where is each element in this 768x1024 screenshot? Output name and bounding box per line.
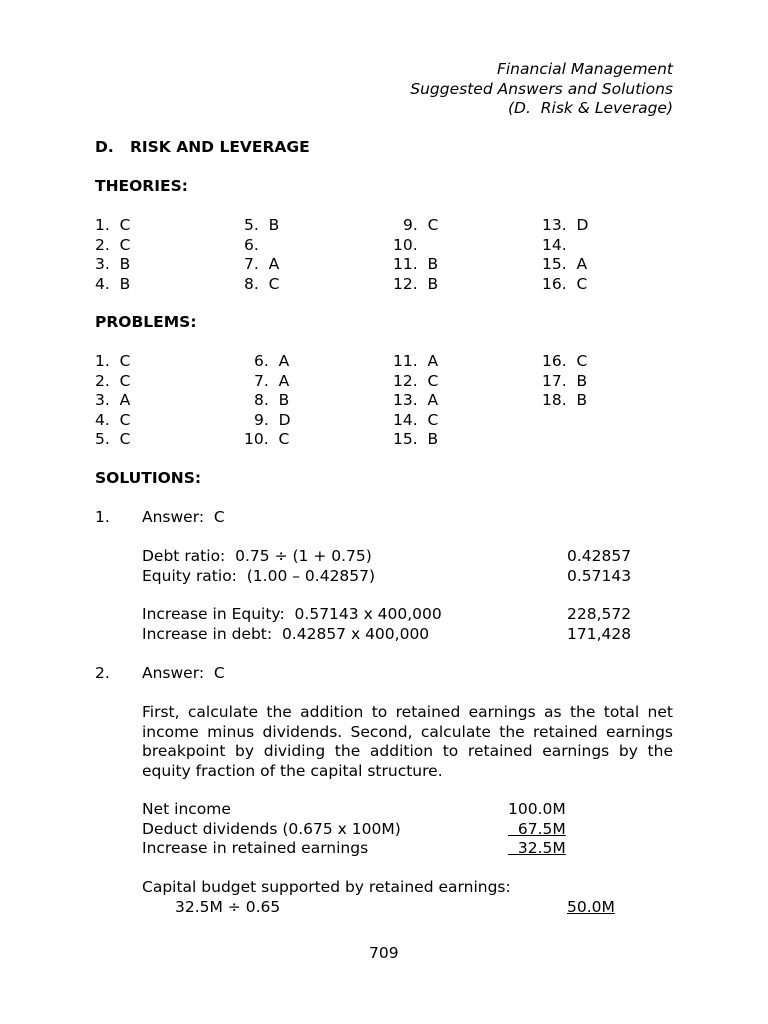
equity-ratio-value: 0.57143 <box>567 566 632 585</box>
problem-item: 6. A <box>254 352 290 370</box>
equity-ratio-label: Equity ratio: (1.00 – 0.42857) <box>142 566 376 585</box>
solution-1-number: 1. <box>95 508 110 526</box>
theory-item: 7. A <box>244 255 280 273</box>
increase-equity-label: Increase in Equity: 0.57143 x 400,000 <box>142 605 442 623</box>
problem-item: 2. C <box>95 371 131 390</box>
solution-2-explanation: First, calculate the addition to retained earnings as the total net income minus dividends. Second, calculate the retained earnings breakpoint by dividing the addition to retained earnings by the equity fraction of the capital structure. <box>142 703 673 780</box>
theory-item: 12. B <box>393 274 439 293</box>
theory-item: 2. C <box>95 235 131 254</box>
theory-item: 11. B <box>393 255 439 273</box>
problem-item: 15. B <box>393 430 439 448</box>
problem-item: 1. C <box>95 352 131 370</box>
increase-retained-value: 32.5M <box>508 839 566 857</box>
header-line-3: (D. Risk & Leverage) <box>507 99 673 117</box>
page-number: 709 <box>369 944 399 962</box>
increase-retained-label: Increase in retained earnings <box>142 839 369 857</box>
theories-heading: THEORIES: <box>95 177 188 195</box>
net-income-value: 100.0M <box>508 800 566 818</box>
net-income-label: Net income <box>142 800 231 818</box>
problem-item: 4. C <box>95 410 131 429</box>
problem-item: 5. C <box>95 430 131 448</box>
deduct-dividends-label: Deduct dividends (0.675 x 100M) <box>142 819 401 838</box>
theory-item: 5. B <box>244 216 280 234</box>
theory-item: 1. C <box>95 216 131 234</box>
problem-item: 12. C <box>393 371 439 390</box>
theory-item: 14. <box>542 235 567 254</box>
problems-heading: PROBLEMS: <box>95 313 197 331</box>
problem-item: 3. A <box>95 391 131 409</box>
problem-item: 8. B <box>254 391 290 409</box>
header-line-2: Suggested Answers and Solutions <box>410 79 673 98</box>
problem-item: 13. A <box>393 391 439 409</box>
running-header <box>410 60 673 119</box>
capital-budget-calc: 32.5M ÷ 0.65 <box>175 898 281 916</box>
solution-1-answer: Answer: C <box>142 508 225 526</box>
debt-ratio-label: Debt ratio: 0.75 ÷ (1 + 0.75) <box>142 547 372 565</box>
section-title: D. RISK AND LEVERAGE <box>95 138 310 156</box>
solution-2-answer: Answer: C <box>142 664 225 682</box>
theory-item: 13. D <box>542 216 589 234</box>
theory-item: 16. C <box>542 274 588 293</box>
solution-2-number: 2. <box>95 664 110 682</box>
capital-budget-value: 50.0M <box>567 898 615 916</box>
problem-item: 11. A <box>393 352 439 370</box>
increase-equity-value: 228,572 <box>567 605 632 623</box>
increase-debt-label: Increase in debt: 0.42857 x 400,000 <box>142 624 430 643</box>
problem-item: 17. B <box>542 371 588 390</box>
problem-item: 9. D <box>254 410 291 429</box>
theory-item: 10. <box>393 235 418 254</box>
problem-item: 14. C <box>393 410 439 429</box>
theory-item: 6. <box>244 235 259 254</box>
theory-item: 3. B <box>95 255 131 273</box>
theory-item: 8. C <box>244 274 280 293</box>
problem-item: 7. A <box>254 371 290 390</box>
theory-item: 4. B <box>95 274 131 293</box>
solutions-heading: SOLUTIONS: <box>95 469 202 487</box>
debt-ratio-value: 0.42857 <box>567 547 632 565</box>
theory-item: 15. A <box>542 255 588 273</box>
problem-item: 16. C <box>542 352 588 370</box>
header-line-1: Financial Management <box>496 60 673 78</box>
deduct-dividends-value: 67.5M <box>508 819 566 838</box>
problem-item: 18. B <box>542 391 588 409</box>
increase-debt-value: 171,428 <box>567 624 632 643</box>
problem-item: 10. C <box>244 430 290 448</box>
theory-item: 9. C <box>403 216 439 234</box>
capital-budget-label: Capital budget supported by retained earnings: <box>142 878 511 896</box>
